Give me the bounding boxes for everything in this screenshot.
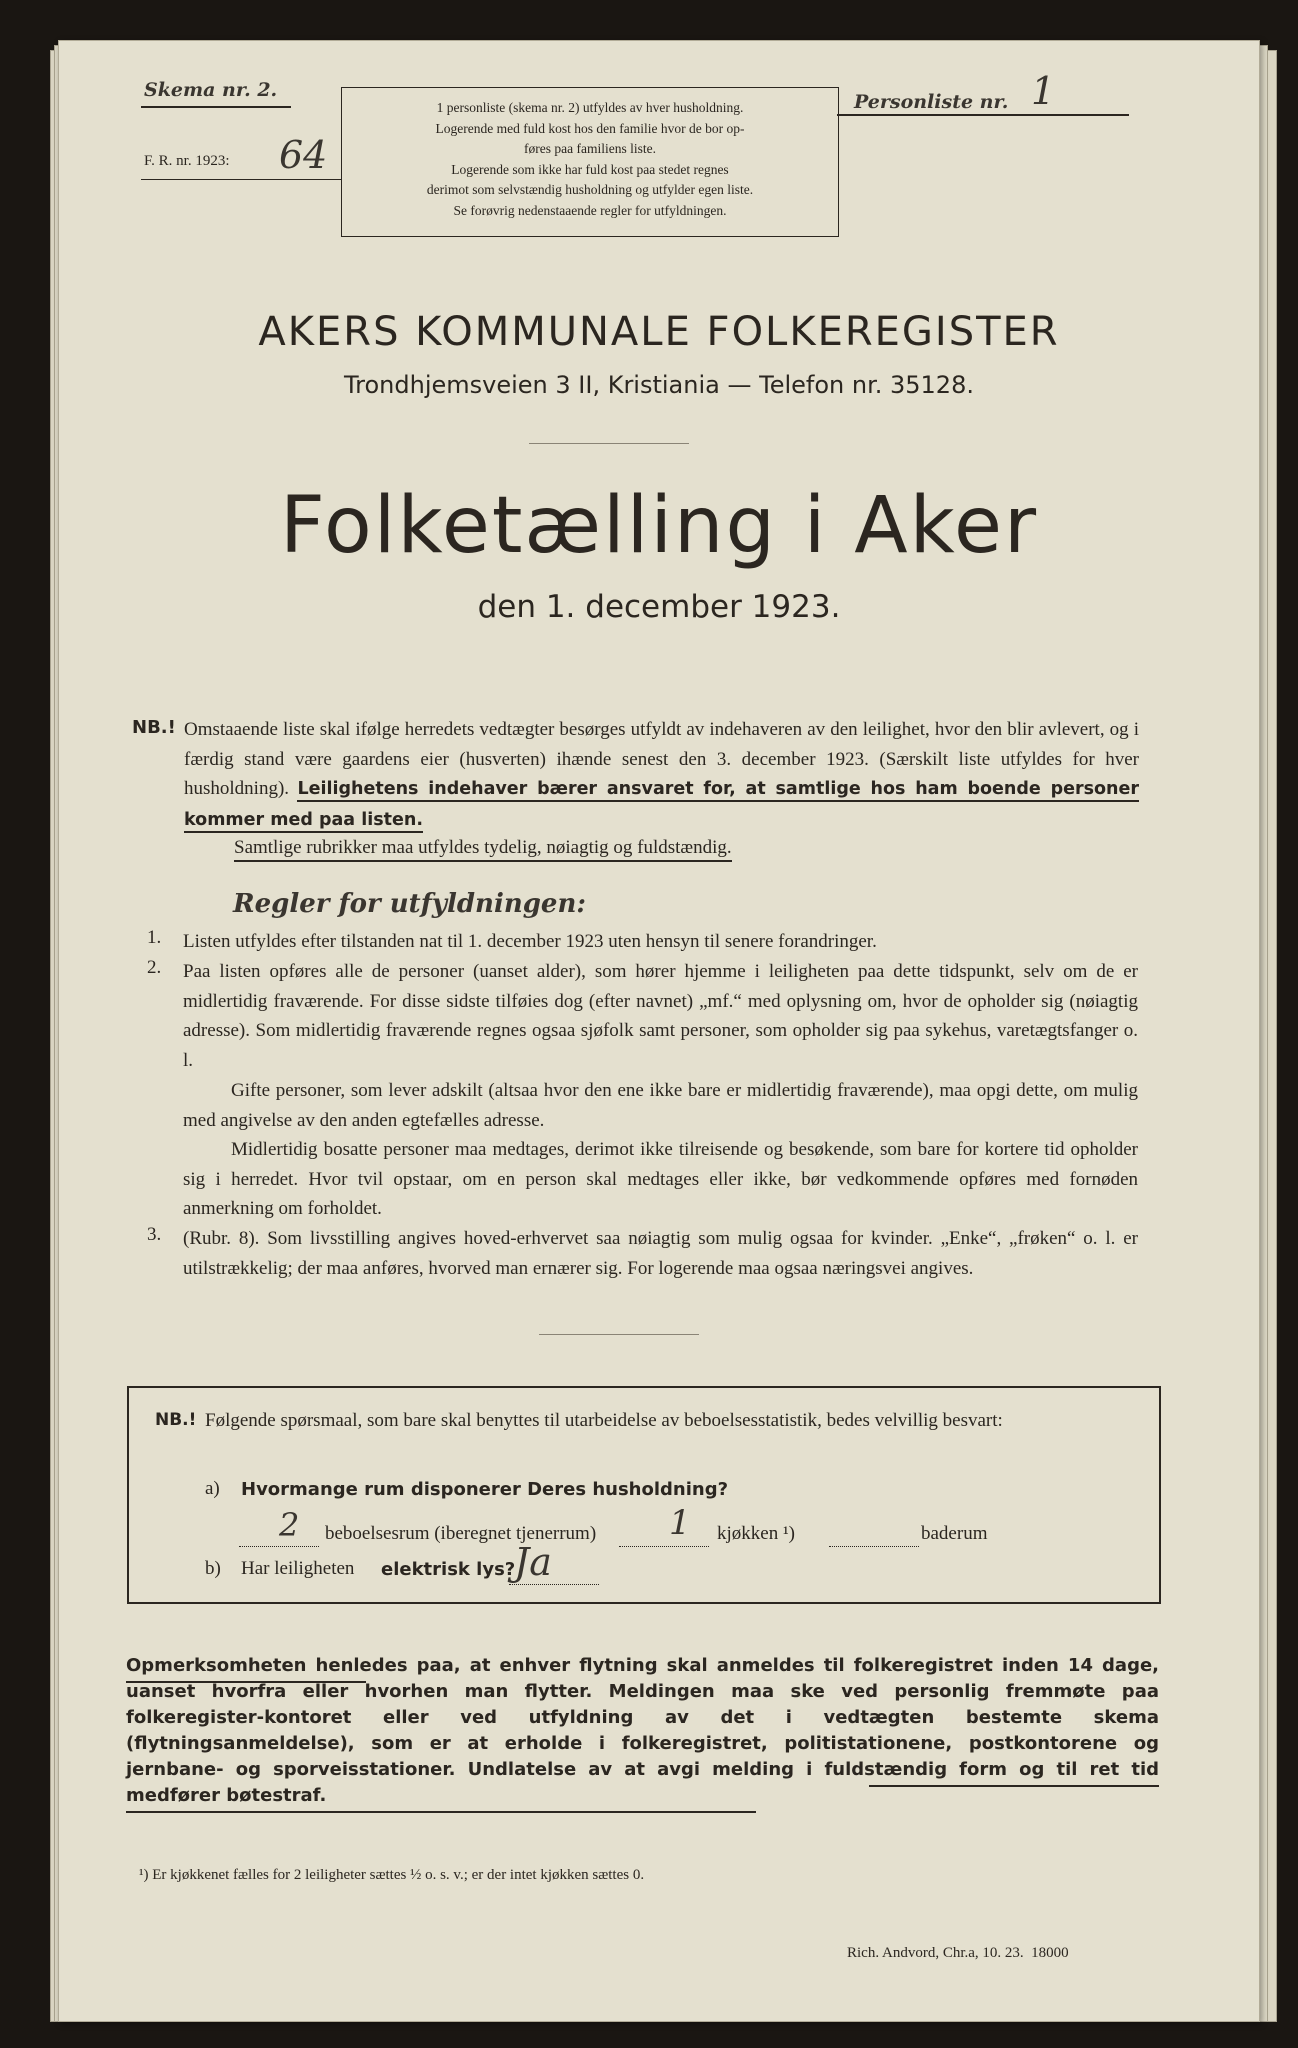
- housing-question-box: [127, 1386, 1161, 1604]
- box-line-5: derimot som selvstændig husholdning og utfylder egen liste.: [426, 182, 754, 197]
- notice-underline-3: [126, 1811, 756, 1813]
- rule-2-text: Paa listen opføres alle de personer (uanset alder), som hører hjemme i leiligheten paa dette tidspunkt, selv om de er midlertidig fraværende. For disse sidste tilføies dog (efter navnet) „mf.“ med oplysning om, hvor de opholder sig (nøiagtig adresse). Som midlertidig fraværende regnes ogsaa sjøfolk samt personer, som opholder sig paa sykehus, varetægtsfanger o. l.: [183, 961, 1138, 1071]
- box-line-2: Logerende med fuld kost hos den familie hvor de bor op-: [435, 120, 745, 136]
- census-form-page: [58, 40, 1260, 2022]
- nb-label: NB.!: [132, 717, 176, 738]
- question-b-answer: Ja: [514, 1540, 552, 1584]
- moving-notice: Opmerksomheten henledes paa, at enhver flytning skal anmeldes til folkeregistret inden 14 dage, uanset hvorfra eller hvorhen man flytter. Meldingen maa ske ved personlig fremmøte paa folkeregister-kontoret eller ved utfyldning av det i vedtægten bestemte skema (flytningsanmeldelse), som er at erholde i folkeregistret, politistationene, postkontorene og jernbane- og sporveisstationer. Undlatelse av at avgi melding i fuldstændig form og til ret tid medfører bøtestraf.: [126, 1655, 1159, 1806]
- fr-rule: [141, 179, 341, 180]
- box2-nb-label: NB.!: [155, 1410, 197, 1430]
- answer-dotted: [509, 1584, 599, 1585]
- notice-underline-1: [126, 1681, 366, 1683]
- rule-1-number: 1.: [147, 927, 162, 948]
- box-line-3: føres paa familiens liste.: [524, 141, 656, 156]
- footnote: ¹) Er kjøkkenet fælles for 2 leiligheter sættes ½ o. s. v.; er der intet kjøkken sættes 0.: [139, 1867, 645, 1883]
- nb-responsibility: Leilighetens indehaver bærer ansvaret for, at samtlige hos ham boende personer kommer med paa listen.: [184, 779, 1139, 833]
- nb-fill-rubrics: Samtlige rubrikker maa utfyldes tydelig, nøiagtig og fuldstændig.: [234, 837, 732, 862]
- rule-3-text: (Rubr. 8). Som livsstilling angives hoved-erhvervet saa nøiagtig som mulig ogsaa for kvinder. „Enke“, „frøken“ o. l. er utilstrækkelig; der maa anføres, hvorved man ernærer sig. For logerende maa ogsaa næringsvei angives.: [183, 1228, 1138, 1279]
- rooms-value: 2: [279, 1506, 300, 1544]
- question-b-pre: Har leiligheten: [241, 1558, 355, 1579]
- rule-2-number: 2.: [147, 957, 162, 978]
- rule-2-married: Gifte personer, som lever adskilt (altsaa hvor den ene ikke bare er midlertidig fraværende), maa opgi dette, om mulig med angivelse av den anden egtefælles adresse.: [183, 1080, 1138, 1131]
- printer-mark: Rich. Andvord, Chr.a, 10. 23. 18000: [847, 1945, 1069, 1961]
- bath-label: baderum: [921, 1523, 988, 1544]
- kitchen-value: 1: [669, 1503, 691, 1543]
- fr-number-label: F. R. nr. 1923:: [144, 153, 230, 169]
- notice-underline-2: [869, 1785, 1159, 1787]
- box-line-1: 1 personliste (skema nr. 2) utfyldes av hver husholdning.: [436, 100, 744, 115]
- question-b-label: b): [205, 1558, 221, 1579]
- skema-number: Skema nr. 2.: [144, 79, 278, 101]
- personliste-label: Personliste nr.: [854, 91, 1009, 113]
- kitchen-label: kjøkken ¹): [717, 1523, 795, 1544]
- skema-rule: [141, 106, 291, 108]
- main-title: Folketælling i Aker: [279, 481, 1039, 571]
- census-date: den 1. december 1923.: [477, 589, 841, 625]
- box2-intro: Følgende spørsmaal, som bare skal benyttes til utarbeidelse av beboelsesstatistik, bedes velvillig besvart:: [205, 1410, 1003, 1431]
- question-a-label: a): [205, 1478, 220, 1499]
- org-title: AKERS KOMMUNALE FOLKEREGISTER: [258, 309, 1060, 355]
- instruction-box: [341, 87, 839, 237]
- nb-paragraph: [184, 715, 1139, 835]
- fr-number-value: 64: [279, 133, 328, 177]
- rule-3-number: 3.: [147, 1224, 162, 1245]
- kitchen-dotted: [619, 1546, 709, 1547]
- question-a-text: Hvormange rum disponerer Deres husholdning?: [241, 1479, 729, 1500]
- rule-1-text: Listen utfyldes efter tilstanden nat til 1. december 1923 uten hensyn til senere forandringer.: [183, 931, 877, 952]
- bath-dotted: [829, 1546, 919, 1547]
- box-line-6: Se forøvrig nedenstaaende regler for utfyldningen.: [453, 202, 727, 218]
- rules-heading: Regler for utfyldningen:: [233, 889, 586, 919]
- personliste-value: 1: [1031, 69, 1056, 113]
- box-line-4: Logerende som ikke har fuld kost paa stedet regnes: [451, 161, 729, 177]
- rooms-label: beboelsesrum (iberegnet tjenerrum): [325, 1523, 597, 1544]
- nb-text: Omstaaende liste skal ifølge herredets vedtægter besørges utfyldt av indehaveren av den leilighet, hvor den blir avlevert, og i færdig stand være gaardens eier (husverten) ihænde senest den 3. december 1923. (Særskilt liste utfyldes for hver husholdning).: [184, 719, 1139, 799]
- rule-2-temporary: Midlertidig bosatte personer maa medtages, derimot ikke tilreisende og besøkende, som bare for kortere tid opholder sig i herredet. Hvor tvil opstaar, om en person skal medtages eller ikke, bør vedkommende opføres med fornøden anmerkning om forholdet.: [183, 1139, 1138, 1219]
- question-b-bold: elektrisk lys?: [381, 1559, 516, 1580]
- rules-divider: [539, 1334, 699, 1335]
- personliste-rule: [837, 114, 1129, 116]
- org-address: Trondhjemsveien 3 II, Kristiania — Telefon nr. 35128.: [344, 371, 974, 399]
- title-divider: [529, 443, 689, 444]
- rooms-dotted: [239, 1546, 319, 1547]
